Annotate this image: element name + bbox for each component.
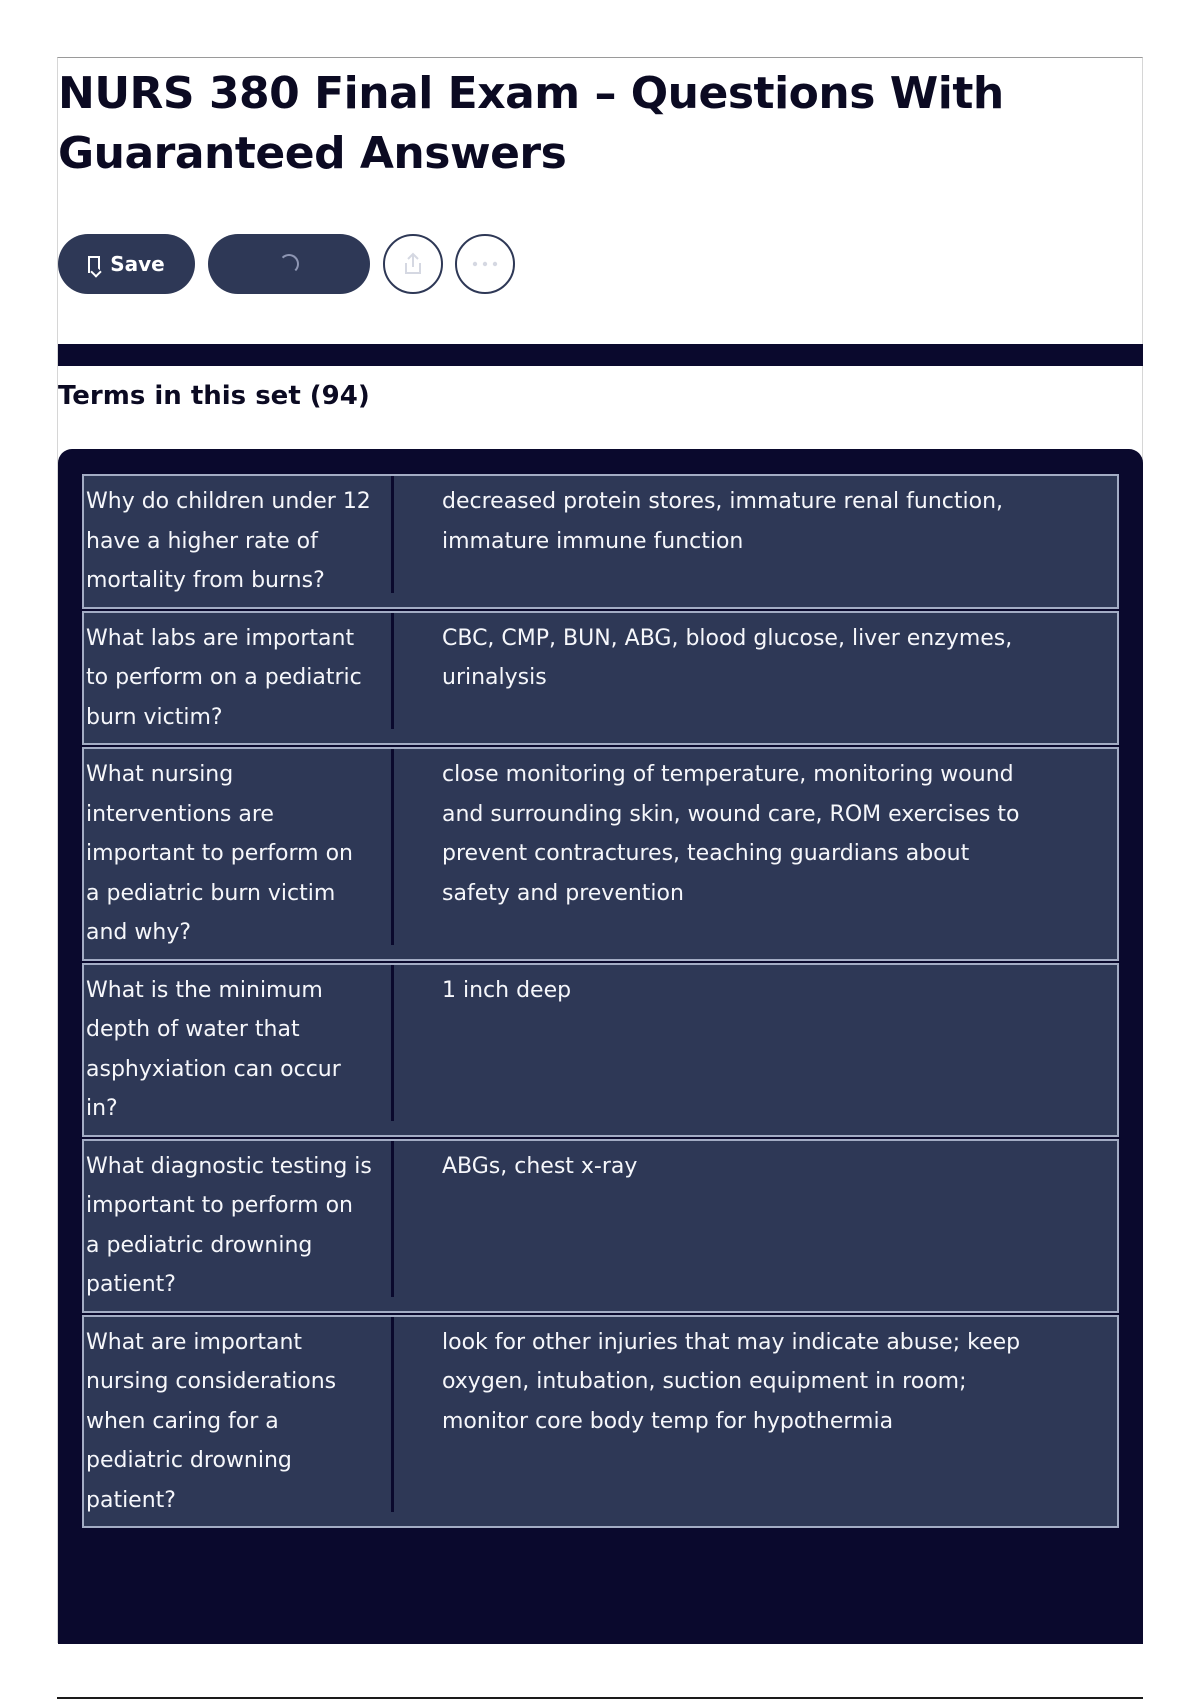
term-row[interactable]	[82, 1315, 1119, 1529]
share-icon	[400, 251, 426, 277]
term-row[interactable]	[82, 474, 1119, 609]
term-question: Why do children under 12 have a higher rate of mortality from burns?	[84, 476, 394, 607]
term-answer: ABGs, chest x-ray	[442, 1153, 638, 1179]
term-row[interactable]	[82, 963, 1119, 1137]
term-question: What nursing interventions are important to perform on a pediatric burn victim and why?	[84, 749, 394, 959]
more-icon	[470, 260, 500, 268]
page-title: NURS 380 Final Exam – Questions With Guaranteed Answers	[58, 68, 1004, 179]
term-question: What labs are important to perform on a pediatric burn victim?	[84, 613, 394, 744]
term-question: What is the minimum depth of water that asphyxiation can occur in?	[84, 965, 394, 1135]
bookmark-icon	[88, 256, 100, 273]
term-answer: look for other injuries that may indicate abuse; keep oxygen, intubation, suction equipment in room; monitor core body temp for hypothermia	[442, 1329, 1021, 1434]
terms-heading: Terms in this set (94)	[58, 381, 370, 411]
term-answer: CBC, CMP, BUN, ABG, blood glucose, liver enzymes, urinalysis	[442, 625, 1013, 690]
term-list	[82, 474, 1119, 1530]
study-button[interactable]	[208, 234, 370, 294]
study-set-card	[57, 57, 1143, 1643]
term-answer: decreased protein stores, immature renal function, immature immune function	[442, 489, 1004, 554]
term-answer: 1 inch deep	[442, 977, 572, 1003]
save-button[interactable]	[58, 234, 195, 294]
toolbar	[58, 234, 515, 294]
more-options-button[interactable]	[455, 234, 515, 294]
section-divider	[58, 344, 1143, 366]
spinner-icon	[279, 254, 299, 274]
term-row[interactable]	[82, 611, 1119, 746]
term-row[interactable]	[82, 1139, 1119, 1313]
save-button-label: Save	[110, 252, 165, 276]
terms-panel	[58, 449, 1143, 1644]
page-bottom-rule	[57, 1697, 1143, 1699]
term-answer: close monitoring of temperature, monitoring wound and surrounding skin, wound care, ROM exercises to prevent contractures, teaching guardians about safety and prevention	[442, 762, 1020, 906]
share-button[interactable]	[383, 234, 443, 294]
term-question: What diagnostic testing is important to perform on a pediatric drowning patient?	[84, 1141, 394, 1311]
term-question: What are important nursing considerations when caring for a pediatric drowning patient?	[84, 1317, 394, 1527]
term-row[interactable]	[82, 747, 1119, 961]
